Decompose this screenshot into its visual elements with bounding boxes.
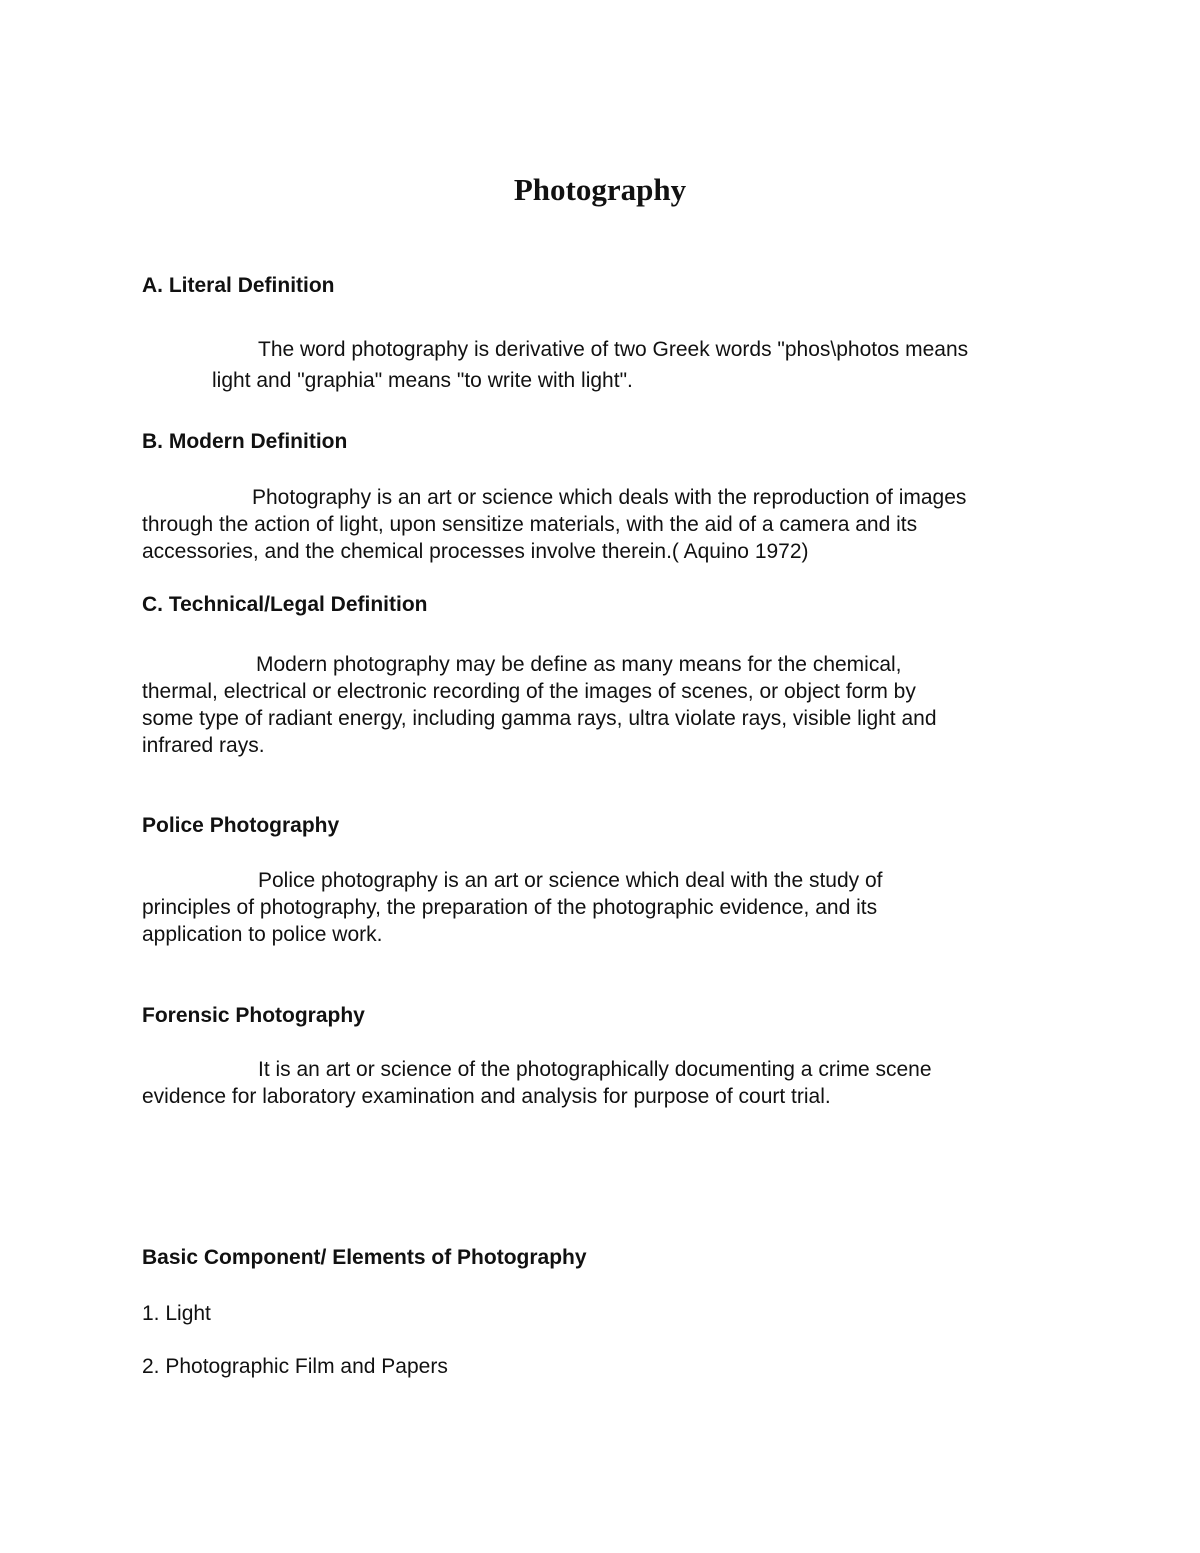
section-body-modern-definition [142,484,1062,565]
paragraph-line: application to police work. [142,923,383,946]
section-heading-modern-definition: B. Modern Definition [142,430,348,453]
section-heading-technical-legal-definition: C. Technical/Legal Definition [142,593,428,616]
paragraph-line: Photography is an art or science which deals with the reproduction of images [252,486,967,509]
paragraph-line: accessories, and the chemical processes involve therein.( Aquino 1972) [142,540,809,563]
section-body-police-photography [142,867,1062,948]
list-item: 1. Light [142,1302,211,1325]
section-heading-literal-definition: A. Literal Definition [142,274,335,297]
paragraph-line: infrared rays. [142,734,265,757]
paragraph-line: The word photography is derivative of two Greek words "phos\photos means [258,338,969,361]
section-body-literal-definition [142,336,1062,394]
paragraph-line: It is an art or science of the photographically documenting a crime scene [258,1058,932,1081]
section-body-technical-legal-definition [142,651,1062,759]
paragraph-line: principles of photography, the preparation of the photographic evidence, and its [142,896,878,919]
paragraph-line: thermal, electrical or electronic recording of the images of scenes, or object form by [142,680,916,703]
paragraph-line: evidence for laboratory examination and analysis for purpose of court trial. [142,1085,831,1108]
paragraph-line: Modern photography may be define as many means for the chemical, [256,653,902,676]
paragraph-line: some type of radiant energy, including gamma rays, ultra violate rays, visible light and [142,707,937,730]
section-body-forensic-photography [142,1056,1062,1110]
section-heading-police-photography: Police Photography [142,814,340,837]
paragraph-line: light and "graphia" means "to write with light". [212,369,633,392]
paragraph-line: through the action of light, upon sensitize materials, with the aid of a camera and its [142,513,918,536]
paragraph-line: Police photography is an art or science which deal with the study of [258,869,883,892]
page-title: Photography [513,172,687,207]
list-item: 2. Photographic Film and Papers [142,1355,448,1378]
section-heading-basic-components: Basic Component/ Elements of Photography [142,1246,587,1269]
section-heading-forensic-photography: Forensic Photography [142,1004,365,1027]
